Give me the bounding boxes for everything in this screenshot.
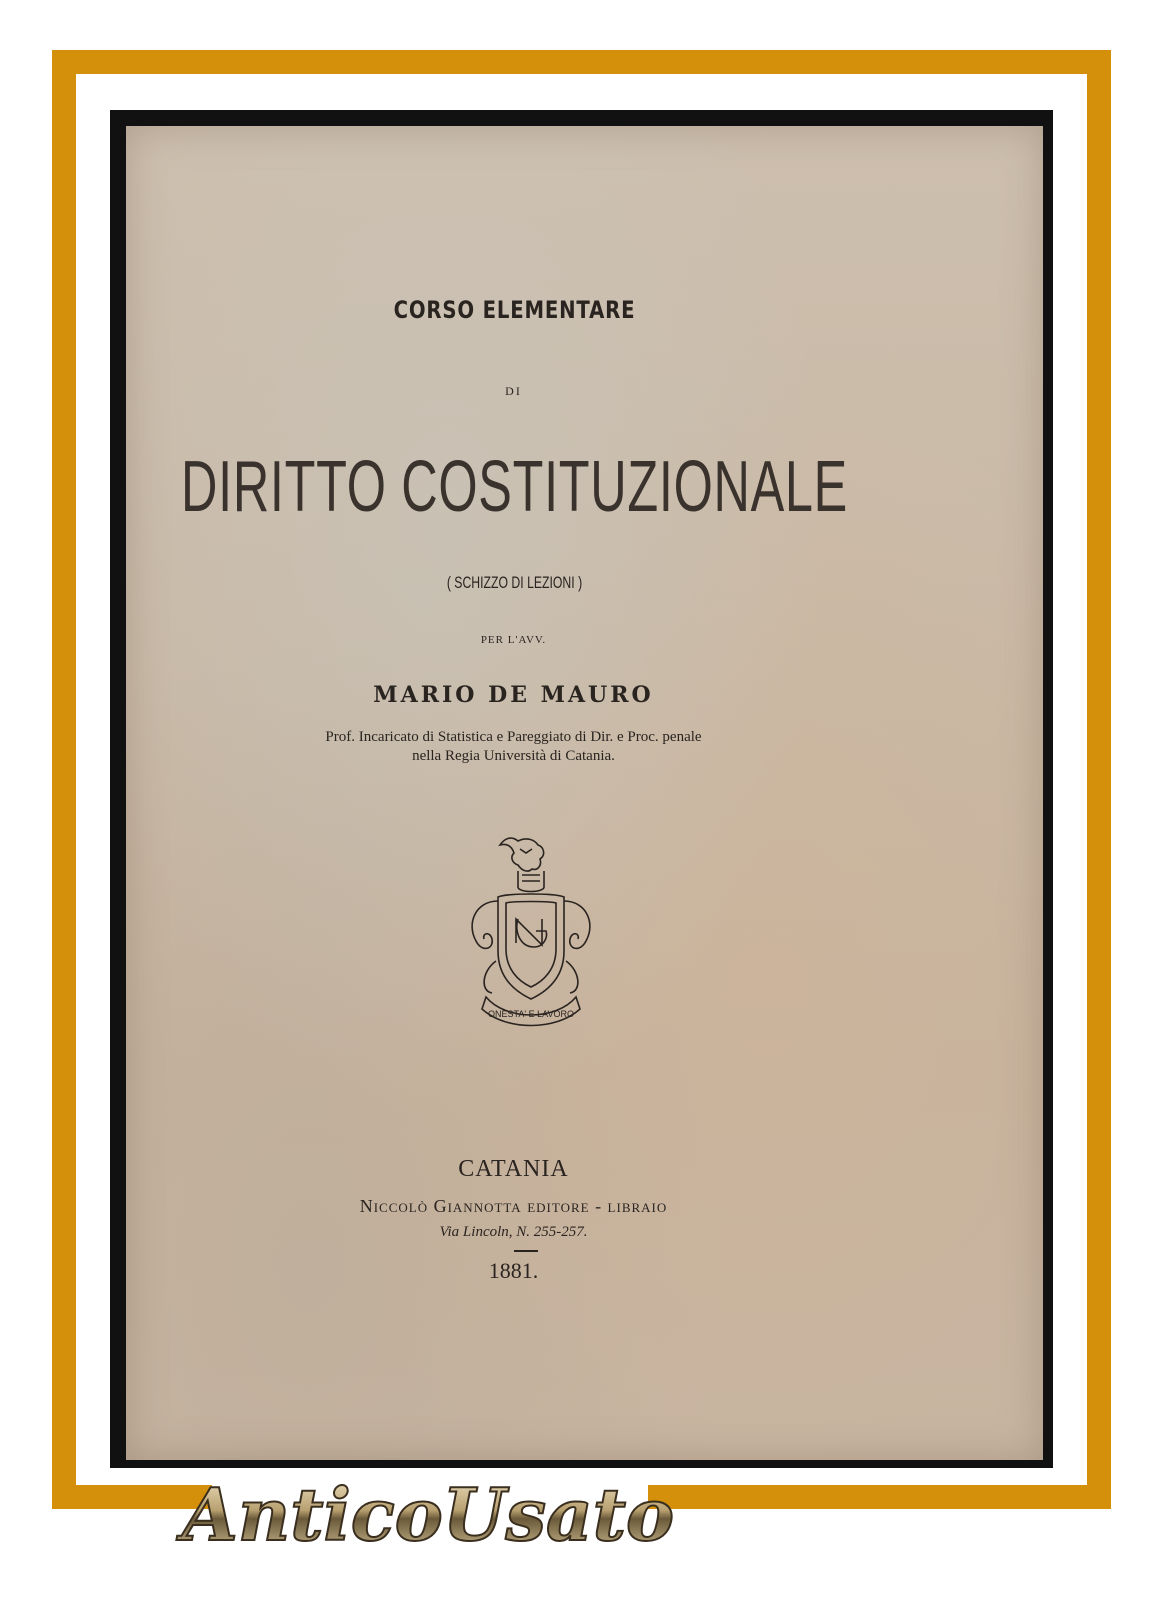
cover-affiliation <box>0 728 1043 766</box>
cover-per: PER L'AVV. <box>480 634 547 646</box>
cover-title: DIRITTO COSTITUZIONALE <box>181 447 848 527</box>
cover-rule <box>514 1250 538 1252</box>
anticousato-logo <box>182 1448 674 1568</box>
book-cover <box>126 126 1043 1460</box>
cover-subtitle: ( SCHIZZO DI LEZIONI ) <box>446 573 583 592</box>
cover-publisher: Niccolò Giannotta editore - libraio <box>359 1196 668 1216</box>
cover-city: CATANIA <box>458 1156 569 1182</box>
cover-line-corso: CORSO ELEMENTARE <box>393 296 636 324</box>
cover-author: MARIO DE MAURO <box>373 682 654 708</box>
publisher-emblem-icon <box>456 831 606 1031</box>
book-photo <box>110 110 1053 1468</box>
cover-affiliation-line1: Prof. Incaricato di Statistica e Pareggiato di Dir. e Proc. penale <box>325 729 702 745</box>
orange-frame-bottom-right <box>648 1485 1111 1509</box>
cover-line-di: DI <box>505 384 522 398</box>
emblem-motto: ONESTA' E LAVORO <box>488 1009 574 1019</box>
cover-address: Via Lincoln, N. 255-257. <box>439 1224 588 1240</box>
logo-text: AnticoUsato <box>182 1472 674 1557</box>
cover-year: 1881. <box>488 1258 539 1283</box>
cover-affiliation-line2: nella Regia Università di Catania. <box>412 748 615 764</box>
